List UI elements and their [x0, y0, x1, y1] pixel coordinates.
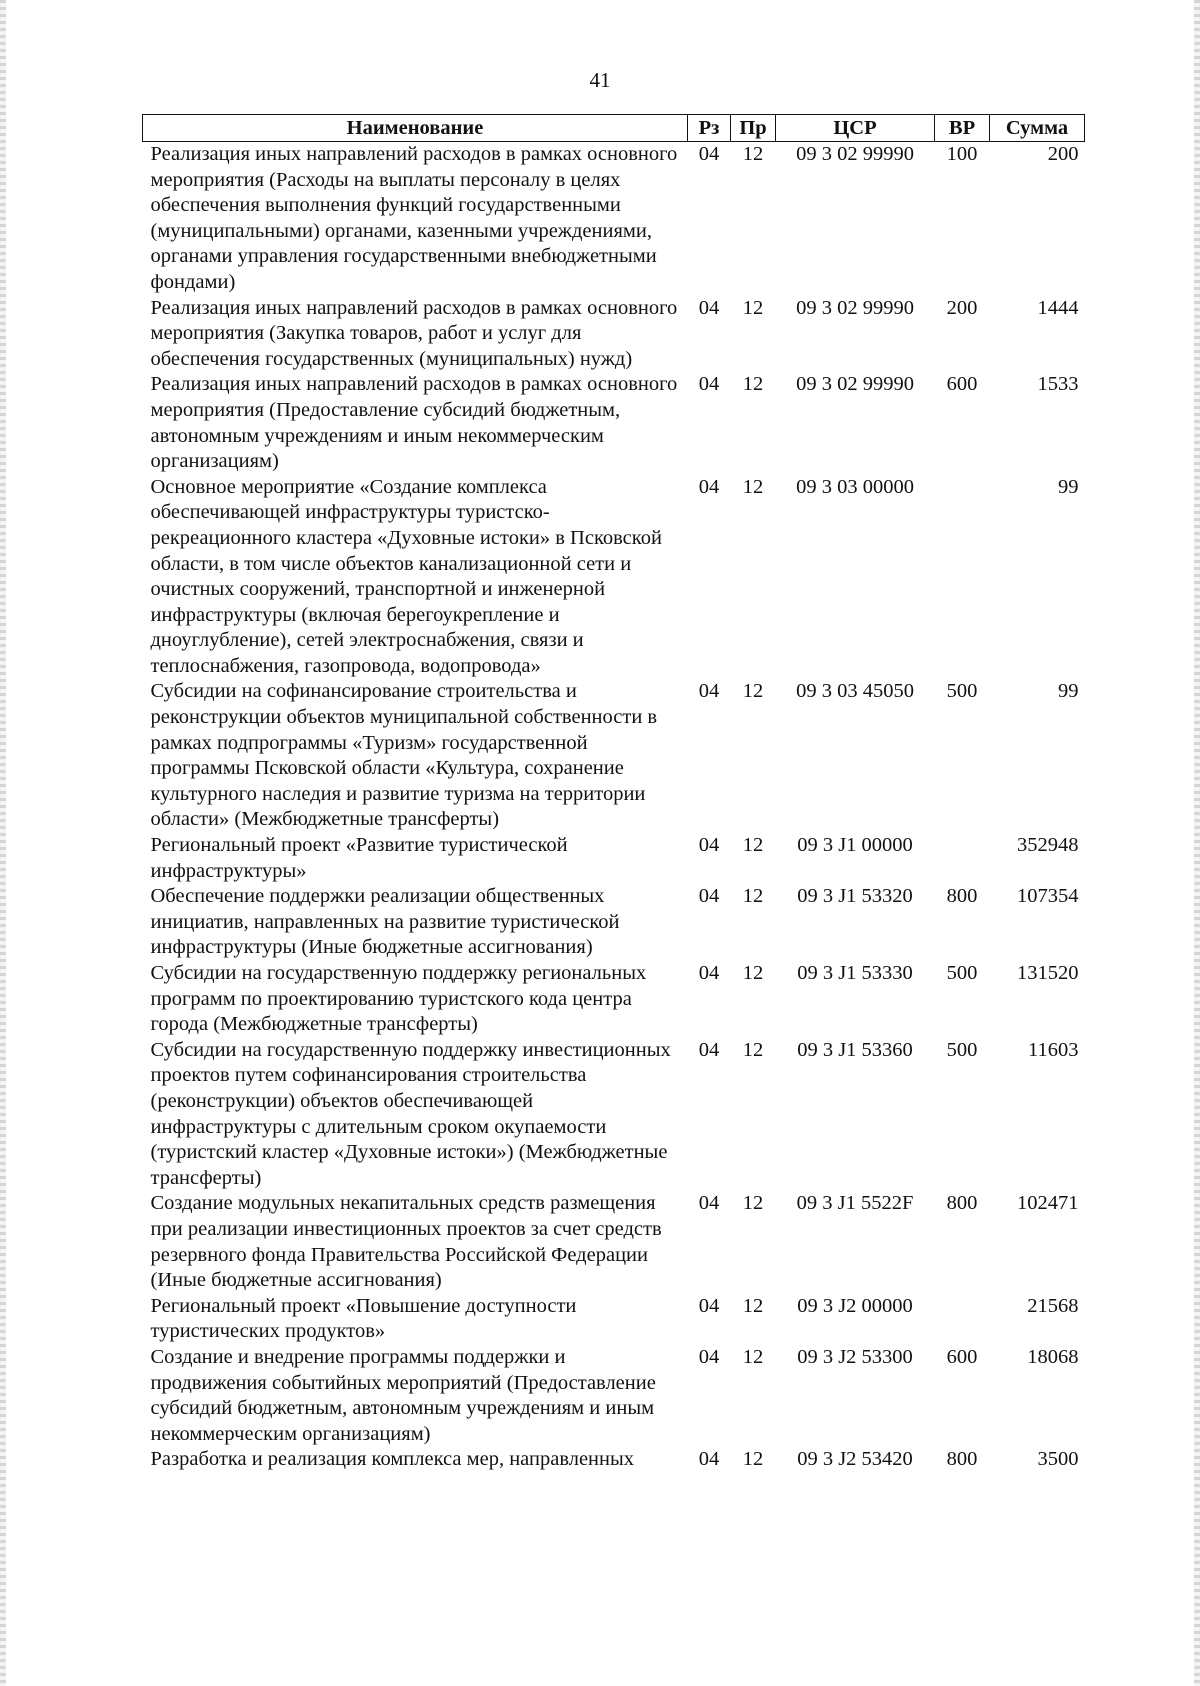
row-vr: 600 [946, 1345, 978, 1368]
row-rz: 04 [698, 1345, 720, 1368]
row-pr: 12 [742, 143, 764, 165]
row-name: Региональный проект «Развитие туристической инфраструктуры» [150, 834, 568, 882]
row-csr: 09 3 J2 53300 [797, 1345, 913, 1368]
row-sum: 107354 [1017, 885, 1079, 908]
row-sum: 102471 [1017, 1192, 1079, 1215]
row-pr: 12 [742, 1345, 764, 1368]
row-sum: 99 [1058, 475, 1079, 498]
table-row [143, 679, 1085, 833]
row-csr: 09 3 J1 5522F [796, 1192, 914, 1215]
table-row [143, 142, 1085, 296]
row-csr: 09 3 J1 53330 [797, 962, 913, 984]
row-sum: 1444 [1037, 296, 1079, 319]
row-sum: 99 [1058, 680, 1079, 703]
row-csr: 09 3 02 99990 [796, 143, 914, 165]
row-name: Обеспечение поддержки реализации общественных инициатив, направленных на развитие туристической инфраструктуры (Иные бюджетные ассигнования) [150, 885, 620, 959]
table-row [143, 1447, 1085, 1473]
table-row [143, 961, 1085, 1038]
row-name: Субсидии на государственную поддержку инвестиционных проектов путем софинансирования строительства (реконструкции) объектов обеспечивающей инфраструктуры с длительным сроком окупаемости (туристский кластер «Духовные истоки») (Межбюджетные трансферты) [150, 1038, 671, 1189]
page-number: 41 [589, 68, 611, 92]
row-name: Разработка и реализация комплекса мер, направленных [150, 1448, 635, 1471]
header-csr: ЦСР [776, 115, 935, 142]
table-row [143, 296, 1085, 373]
row-pr: 12 [742, 296, 764, 319]
row-vr [935, 833, 990, 884]
scan-edge-right [1194, 0, 1200, 1686]
header-rz: Рз [688, 115, 731, 142]
row-rz: 04 [698, 373, 720, 396]
table-row [143, 1191, 1085, 1293]
row-vr [935, 475, 990, 680]
row-rz: 04 [698, 296, 720, 319]
row-rz: 04 [698, 1038, 720, 1061]
row-name: Создание модульных некапитальных средств размещения при реализации инвестиционных проектов за счет средств резервного фонда Правительства Российской Федерации (Иные бюджетные ассигнования) [150, 1192, 662, 1292]
row-vr [935, 1294, 990, 1345]
row-vr: 100 [946, 143, 978, 165]
row-sum: 11603 [1028, 1038, 1079, 1061]
row-name: Реализация иных направлений расходов в рамках основного мероприятия (Закупка товаров, работ и услуг для обеспечения государственных (муниципальных) нужд) [150, 296, 678, 370]
row-rz: 04 [698, 885, 720, 908]
row-sum: 3500 [1037, 1448, 1079, 1471]
row-pr: 12 [742, 1192, 764, 1215]
row-rz: 04 [698, 475, 720, 498]
row-sum: 21568 [1027, 1294, 1079, 1317]
row-sum: 352948 [1017, 834, 1079, 857]
row-vr: 800 [946, 885, 978, 908]
row-pr: 12 [742, 373, 764, 396]
row-pr: 12 [742, 1038, 764, 1061]
table-row [143, 475, 1085, 680]
row-rz: 04 [698, 834, 720, 857]
row-vr: 200 [946, 296, 978, 319]
row-name: Субсидии на государственную поддержку региональных программ по проектированию туристского кода центра города (Межбюджетные трансферты) [150, 962, 647, 1036]
row-rz: 04 [698, 680, 720, 703]
row-vr: 800 [946, 1448, 978, 1471]
row-pr: 12 [742, 680, 764, 703]
row-name: Создание и внедрение программы поддержки и продвижения событийных мероприятий (Предоставление субсидий бюджетным, автономным учреждениям и иным некоммерческим организациям) [150, 1345, 656, 1445]
row-rz: 04 [698, 962, 720, 984]
header-sum: Сумма [990, 115, 1085, 142]
header-row [143, 115, 1085, 142]
row-csr: 09 3 J1 53360 [797, 1038, 913, 1061]
row-pr: 12 [742, 1294, 764, 1317]
row-name: Субсидии на софинансирование строительства и реконструкции объектов муниципальной собственности в рамках подпрограммы «Туризм» государственной программы Псковской области «Культура, сохранение культурного наследия и развитие туризма на территории области» (Межбюджетные трансферты) [150, 680, 658, 831]
table-row [143, 372, 1085, 474]
row-csr: 09 3 02 99990 [796, 373, 914, 396]
row-name: Реализация иных направлений расходов в рамках основного мероприятия (Предоставление субсидий бюджетным, автономным учреждениям и иным некоммерческим организациям) [150, 373, 678, 473]
row-sum: 18068 [1027, 1345, 1079, 1368]
table-header [143, 115, 1085, 142]
table-row [143, 1294, 1085, 1345]
table-row [143, 833, 1085, 884]
table-body [143, 142, 1085, 1473]
header-name: Наименование [143, 115, 688, 142]
row-csr: 09 3 03 45050 [796, 680, 914, 703]
row-csr: 09 3 03 00000 [796, 475, 914, 498]
row-pr: 12 [742, 885, 764, 908]
row-pr: 12 [742, 475, 764, 498]
row-vr: 600 [946, 373, 978, 396]
row-name: Региональный проект «Повышение доступности туристических продуктов» [150, 1294, 577, 1343]
row-vr: 800 [946, 1192, 978, 1215]
row-pr: 12 [742, 1448, 764, 1471]
table-row [143, 884, 1085, 961]
row-rz: 04 [698, 1448, 720, 1471]
row-sum: 1533 [1037, 373, 1079, 396]
row-csr: 09 3 02 99990 [796, 296, 914, 319]
scan-edge-left [0, 0, 6, 1686]
header-pr: Пр [731, 115, 776, 142]
row-csr: 09 3 J2 00000 [797, 1294, 913, 1317]
row-vr: 500 [946, 680, 978, 703]
row-rz: 04 [698, 1294, 720, 1317]
row-name: Основное мероприятие «Создание комплекса обеспечивающей инфраструктуры туристско-рекреационного кластера «Духовные истоки» в Псковской области, в том числе объектов канализационной сети и очистных сооружений, транспортной и инженерной инфраструктуры (включая берегоукрепление и дноуглубление), сетей электроснабжения, связи и теплоснабжения, газопровода, водопровода» [150, 475, 662, 677]
row-rz: 04 [698, 143, 720, 165]
row-sum: 131520 [1017, 962, 1079, 984]
row-pr: 12 [742, 834, 764, 857]
row-rz: 04 [698, 1192, 720, 1215]
row-vr: 500 [946, 962, 978, 984]
row-vr: 500 [946, 1038, 978, 1061]
row-pr: 12 [742, 962, 764, 984]
row-name: Реализация иных направлений расходов в рамках основного мероприятия (Расходы на выплаты персоналу в целях обеспечения выполнения функций государственными (муниципальными) органами, казенными учреждениями, органами управления государственными внебюджетными фондами) [150, 143, 678, 293]
row-sum: 200 [1047, 143, 1079, 165]
row-csr: 09 3 J2 53420 [797, 1448, 913, 1471]
table-row [143, 1038, 1085, 1192]
row-csr: 09 3 J1 53320 [797, 885, 913, 908]
header-vr: ВР [935, 115, 990, 142]
table-row [143, 1345, 1085, 1447]
budget-table [142, 114, 1085, 1473]
row-csr: 09 3 J1 00000 [797, 834, 913, 857]
